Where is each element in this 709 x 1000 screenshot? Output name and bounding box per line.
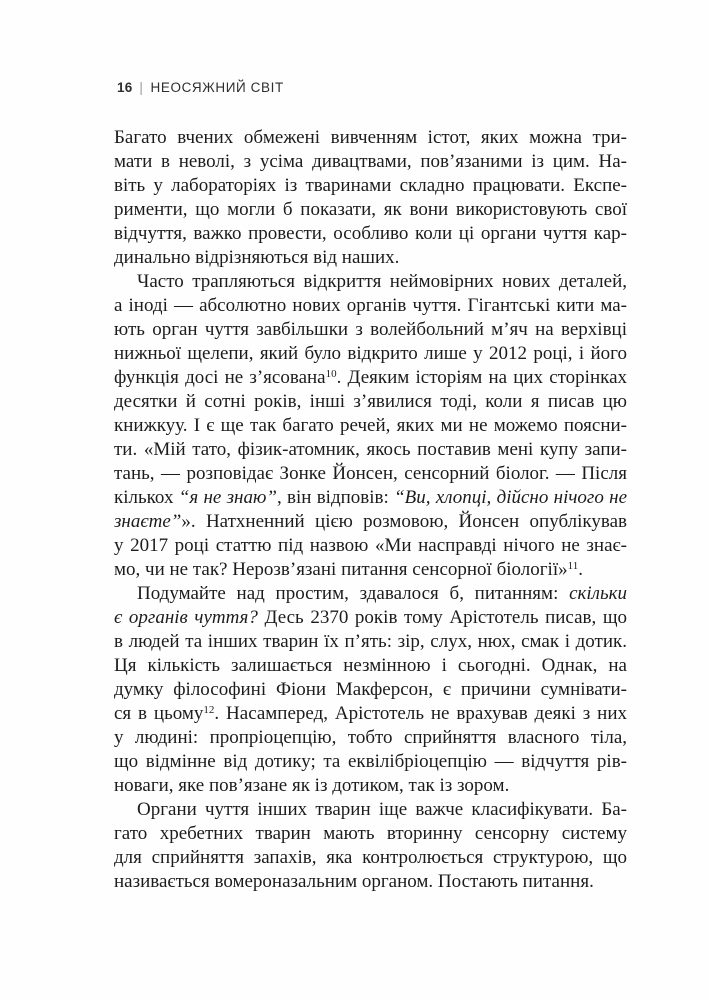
paragraph	[114, 582, 627, 798]
footnote-reference: 10	[325, 368, 337, 380]
text-line	[114, 222, 627, 246]
text-segment: думку філософині Фіони Макферсон, є причини сумнівати-	[114, 679, 627, 700]
text-line	[114, 270, 627, 294]
text-line	[114, 798, 627, 822]
text-line	[114, 678, 627, 702]
text-line	[114, 318, 627, 342]
text-segment: десятки й сотні років, інші з’явилися тоді, коли я писав цю	[114, 391, 627, 412]
text-segment: віть у лабораторіях із тваринами складно працювати. Експе-	[114, 175, 627, 196]
text-segment: в людей та інших тварин їх п’ять: зір, слух, нюх, смак і дотик.	[114, 631, 627, 652]
text-line	[114, 774, 627, 798]
text-segment: а іноді — абсолютно нових органів чуття. Гігантські кити ма-	[114, 295, 627, 316]
text-segment: Ця кількість залишається незмінною і сьогодні. Однак, на	[114, 655, 627, 676]
text-line	[114, 822, 627, 846]
text-segment: , він відповів:	[276, 487, 395, 508]
running-title: НЕОСЯЖНИЙ СВІТ	[150, 80, 284, 95]
text-line	[114, 414, 627, 438]
paragraph	[114, 270, 627, 582]
text-segment: новаги, яке пов’язане як із дотиком, так із зором.	[114, 775, 510, 796]
text-line	[114, 342, 627, 366]
header-separator: |	[139, 80, 144, 95]
text-line	[114, 558, 627, 582]
text-line	[114, 366, 627, 390]
text-line	[114, 534, 627, 558]
text-segment: у 2017 році статтю під назвою «Ми насправді нічого не знає-	[114, 535, 627, 556]
text-line	[114, 390, 627, 414]
text-segment: . Насамперед, Арістотель не врахував деякі з них	[214, 703, 627, 724]
text-segment: мо, чи не так? Нерозв’язані питання сенсорної біології»	[114, 559, 568, 580]
text-line	[114, 606, 627, 630]
text-segment: мати в неволі, з усіма дивацтвами, пов’язаними із цим. На-	[114, 151, 627, 172]
page-header	[117, 80, 284, 95]
text-line	[114, 174, 627, 198]
text-line	[114, 246, 627, 270]
italic-segment: знаєте”	[114, 511, 182, 532]
text-line	[114, 198, 627, 222]
text-segment: ся в цьому	[114, 703, 204, 724]
text-line	[114, 462, 627, 486]
italic-segment: “Ви, хлопці, дійсно нічого не	[394, 487, 627, 508]
text-segment: .	[578, 559, 583, 580]
text-segment: . Деяким історіям на цих сторінках	[336, 367, 627, 388]
text-segment: називається вомероназальним органом. Постають питання.	[114, 871, 594, 892]
text-segment: Часто трапляються відкриття неймовірних нових деталей,	[137, 271, 627, 292]
text-line	[114, 750, 627, 774]
text-segment: книжкуу. І є ще так багато речей, яких ми не можемо поясни-	[114, 415, 627, 436]
text-line	[114, 510, 627, 534]
text-line	[114, 846, 627, 870]
paragraph	[114, 798, 627, 894]
text-line	[114, 702, 627, 726]
text-segment: Подумайте над простим, здавалося б, питанням:	[137, 583, 570, 604]
text-line	[114, 582, 627, 606]
text-line	[114, 486, 627, 510]
text-segment: функція досі не з’ясована	[114, 367, 326, 388]
text-segment: для сприйняття запахів, яка контролюється структурою, що	[114, 847, 627, 868]
text-line	[114, 150, 627, 174]
text-line	[114, 438, 627, 462]
text-segment: кількох	[114, 487, 179, 508]
text-segment: динально відрізняються від наших.	[114, 247, 400, 268]
text-segment: Багато вчених обмежені вивченням істот, яких можна три-	[114, 127, 627, 148]
text-segment: Десь 2370 років тому Арістотель писав, що	[257, 607, 627, 628]
text-segment: ють орган чуття завбільшки з волейбольний м’яч на верхівці	[114, 319, 627, 340]
text-line	[114, 726, 627, 750]
text-segment: Органи чуття інших тварин іще важче класифікувати. Ба-	[137, 799, 627, 820]
italic-segment: “я не знаю”	[178, 487, 277, 508]
text-segment: тань, — розповідає Зонке Йонсен, сенсорний біолог. — Після	[114, 463, 627, 484]
text-line	[114, 126, 627, 150]
text-line	[114, 870, 627, 894]
text-segment: ». Натхненний цією розмовою, Йонсен опублікував	[181, 511, 627, 532]
text-line	[114, 294, 627, 318]
footnote-reference: 12	[203, 704, 215, 716]
footnote-reference: 11	[567, 560, 579, 572]
text-segment: рименти, що могли б показати, як вони використовують свої	[114, 199, 627, 220]
italic-segment: скільки	[569, 583, 627, 604]
text-line	[114, 630, 627, 654]
text-segment: нижньої щелепи, який було відкрито лише у 2012 році, і його	[114, 343, 627, 364]
text-line	[114, 654, 627, 678]
text-segment: у людині: пропріоцепцію, тобто сприйняття власного тіла,	[114, 727, 627, 748]
page-body	[114, 126, 627, 894]
text-segment: відчуття, важко провести, особливо коли ці органи чуття кар-	[114, 223, 627, 244]
text-segment: ти. «Мій тато, фізик-атомник, якось поставив мені купу запи-	[114, 439, 627, 460]
paragraph	[114, 126, 627, 270]
text-segment: що відмінне від дотику; та еквілібріоцепцію — відчуття рів-	[114, 751, 627, 772]
text-segment: гато хребетних тварин мають вторинну сенсорну систему	[114, 823, 627, 844]
italic-segment: є органів чуття?	[114, 607, 258, 628]
page-number: 16	[117, 80, 133, 95]
